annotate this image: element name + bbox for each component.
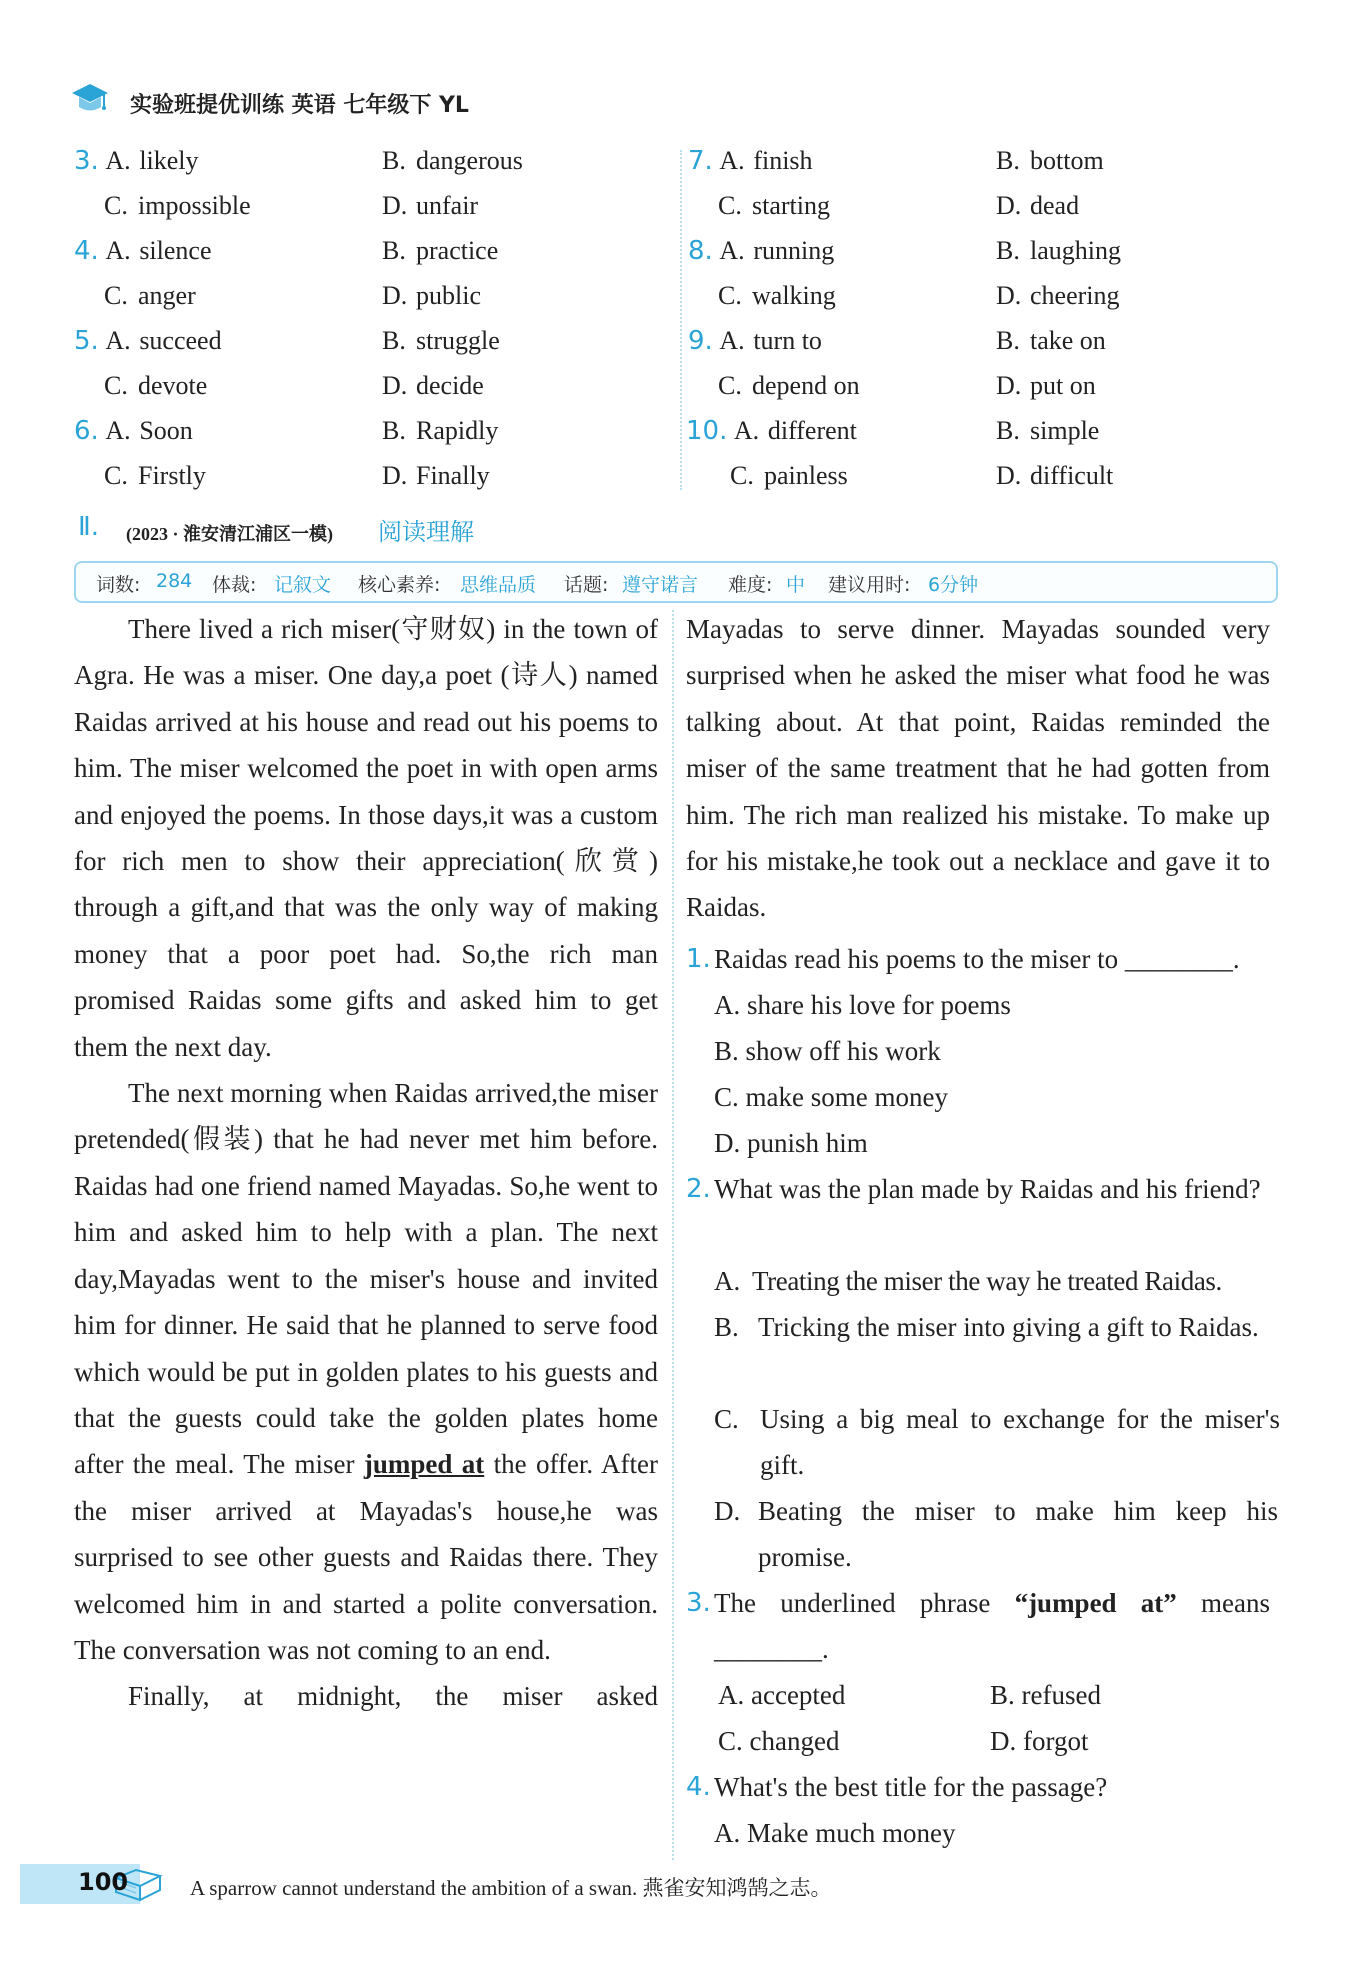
option-letter: A.	[718, 1680, 745, 1710]
section-source: (2023 · 淮安清江浦区一模)	[126, 524, 333, 544]
option-b: dangerous	[416, 146, 523, 175]
option-row	[996, 416, 1099, 446]
option-row	[730, 461, 848, 491]
question-number: 1.	[686, 944, 711, 974]
option-d: public	[416, 281, 481, 310]
option-letter: C.	[104, 281, 128, 310]
footer-quote: A sparrow cannot understand the ambition of a swan. 燕雀安知鸿鹄之志。	[190, 1876, 832, 1900]
option-letter: A.	[714, 990, 741, 1020]
option-c: devote	[138, 371, 208, 400]
option-letter: D.	[382, 191, 408, 220]
option-row	[382, 281, 481, 311]
q2-letter-a: A.	[714, 1266, 741, 1296]
option-row	[104, 371, 207, 401]
option-row	[382, 191, 478, 221]
passage-right-column	[686, 606, 1270, 931]
option-row	[382, 416, 498, 446]
option-letter: A.	[714, 1818, 741, 1848]
question-3	[686, 1580, 1270, 1626]
option-letter: C.	[718, 191, 742, 220]
option-b: practice	[416, 236, 499, 265]
question-number: 4.	[686, 1772, 711, 1802]
option-letter: A.	[105, 146, 131, 175]
option-row	[718, 281, 836, 311]
option-letter: A.	[733, 416, 760, 445]
option-letter: C.	[104, 371, 128, 400]
q2-letter-c: C.	[714, 1404, 739, 1434]
option-d: unfair	[416, 191, 479, 220]
option-a: silence	[139, 236, 212, 265]
option-b: bottom	[1030, 146, 1104, 175]
option-letter: A.	[105, 326, 131, 355]
option-letter: C.	[718, 281, 742, 310]
question-number: 7.	[688, 146, 713, 176]
option-c: walking	[752, 281, 836, 310]
option-a: running	[753, 236, 835, 265]
topic-value: 遵守诺言	[622, 574, 699, 596]
time-value: 6分钟	[928, 574, 979, 596]
q2-option-b: Tricking the miser into giving a gift to Raidas.	[758, 1312, 1259, 1342]
option-letter: C.	[104, 191, 128, 220]
option-letter: B.	[996, 146, 1020, 175]
option-row	[74, 146, 199, 176]
option-a: finish	[753, 146, 813, 175]
option-letter: B.	[382, 236, 406, 265]
column-divider	[680, 150, 682, 490]
q3-option-c	[718, 1718, 839, 1764]
option-letter: B.	[382, 326, 406, 355]
option-row	[718, 371, 860, 401]
words-value: 284	[156, 570, 193, 592]
question-text	[714, 1580, 1270, 1626]
section-title: 阅读理解	[378, 518, 474, 546]
question-number: 2.	[686, 1174, 711, 1204]
option-text: accepted	[751, 1680, 846, 1710]
option-row	[382, 461, 490, 491]
option-row	[104, 281, 196, 311]
option-letter: A.	[105, 416, 131, 445]
graduation-cap-icon	[70, 80, 110, 118]
option-row	[382, 236, 498, 266]
option-d: cheering	[1030, 281, 1120, 310]
option-row	[74, 416, 193, 446]
option-letter: A.	[719, 236, 745, 265]
option-letter: D.	[990, 1726, 1017, 1756]
option-a: likely	[139, 146, 199, 175]
option-letter: C.	[714, 1082, 739, 1112]
option-text: show off his work	[745, 1036, 941, 1066]
option-d: dead	[1030, 191, 1080, 220]
option-letter: B.	[996, 326, 1020, 355]
option-letter: B.	[996, 236, 1020, 265]
option-text: punish him	[747, 1128, 868, 1158]
option-row	[996, 461, 1113, 491]
option-row	[382, 146, 523, 176]
option-row	[996, 236, 1121, 266]
option-text: changed	[749, 1726, 840, 1756]
option-row	[74, 236, 212, 266]
option-d: Finally	[416, 461, 490, 490]
paragraph-2-part-b: the offer. After the miser arrived at Mayadas's house,he was surprised to see other guests and Raidas there. They welcomed him in and started a polite conversation. The conversation was not coming to an end.	[74, 1449, 658, 1665]
option-row	[996, 371, 1096, 401]
difficulty-value: 中	[786, 574, 806, 596]
option-letter: D.	[382, 461, 408, 490]
option-text: make some money	[745, 1082, 948, 1112]
option-a: turn to	[753, 326, 822, 355]
words-label: 词数:	[96, 574, 141, 596]
q2-option-d: Beating the miser to make him keep his promise.	[758, 1496, 1278, 1572]
paragraph-3-start: Finally, at midnight, the miser asked	[128, 1681, 658, 1712]
option-c: depend on	[752, 371, 860, 400]
q3-option-d	[990, 1718, 1089, 1764]
option-c: Firstly	[138, 461, 206, 490]
genre-value: 记叙文	[274, 574, 332, 596]
option-letter: D.	[714, 1128, 741, 1158]
option-letter: D.	[382, 371, 408, 400]
option-c: anger	[138, 281, 196, 310]
option-a: Soon	[139, 416, 193, 445]
option-a: different	[767, 416, 857, 445]
option-c: starting	[752, 191, 830, 220]
option-letter: B.	[996, 416, 1020, 445]
option-c: impossible	[138, 191, 251, 220]
option-letter: C.	[730, 461, 754, 490]
option-letter: B.	[714, 1036, 739, 1066]
q3-option-a	[718, 1672, 845, 1718]
option-letter: B.	[382, 146, 406, 175]
q3-phrase: “jumped at”	[1014, 1588, 1177, 1618]
option-text: forgot	[1023, 1726, 1089, 1756]
q2-option-c: Using a big meal to exchange for the miser's gift.	[760, 1404, 1280, 1480]
q3-text-a: The underlined phrase	[714, 1588, 991, 1618]
option-row	[688, 326, 822, 356]
q3-text-b: means	[1201, 1588, 1270, 1618]
option-letter: A.	[719, 326, 745, 355]
option-letter: D.	[996, 281, 1022, 310]
option-letter: D.	[996, 191, 1022, 220]
genre-label: 体裁:	[212, 574, 257, 596]
underlined-phrase: jumped at	[363, 1449, 485, 1480]
option-b: take on	[1030, 326, 1106, 355]
option-row	[382, 326, 500, 356]
option-row	[74, 326, 222, 356]
option-row	[996, 191, 1079, 221]
option-letter: A.	[105, 236, 131, 265]
question-number: 4.	[74, 236, 99, 266]
option-row	[996, 281, 1120, 311]
q2-letter-b: B.	[714, 1312, 739, 1342]
topic-label: 话题:	[564, 574, 609, 596]
option-row	[104, 191, 251, 221]
option-letter: B.	[382, 416, 406, 445]
q1-option-c	[714, 1074, 948, 1120]
option-text: Make much money	[747, 1818, 956, 1848]
question-2	[686, 1166, 1270, 1212]
option-row	[996, 326, 1106, 356]
question-text: What was the plan made by Raidas and his friend?	[714, 1174, 1261, 1204]
column-divider	[672, 610, 674, 1860]
core-value: 思维品质	[460, 574, 537, 596]
book-title: 实验班提优训练 英语 七年级下 YL	[130, 93, 469, 118]
option-a: succeed	[139, 326, 222, 355]
option-letter: D.	[996, 461, 1022, 490]
option-b: struggle	[416, 326, 500, 355]
question-1	[686, 936, 1270, 982]
option-letter: C.	[718, 371, 742, 400]
option-row	[996, 146, 1104, 176]
question-text: Raidas read his poems to the miser to ________.	[714, 944, 1240, 974]
q1-option-b	[714, 1028, 941, 1074]
paragraph-2	[74, 1070, 658, 1673]
option-c: painless	[764, 461, 848, 490]
option-row	[718, 191, 830, 221]
q4-option-a	[714, 1810, 955, 1856]
question-number: 3.	[74, 146, 99, 176]
question-4	[686, 1764, 1270, 1810]
option-b: laughing	[1030, 236, 1121, 265]
q2-option-a: Treating the miser the way he treated Raidas.	[752, 1266, 1222, 1296]
paragraph-3-continued: Mayadas to serve dinner. Mayadas sounded very surprised when he asked the miser what food he was talking about. At that point, Raidas reminded the miser of the same treatment that he had gotten from him. The rich man realized his mistake. To make up for his mistake,he took out a necklace and gave it to Raidas.	[686, 614, 1270, 923]
question-number: 3.	[686, 1588, 711, 1618]
question-number: 6.	[74, 416, 99, 446]
q1-option-d	[714, 1120, 868, 1166]
passage-left-column	[74, 606, 658, 1720]
option-row	[686, 416, 857, 446]
difficulty-label: 难度:	[728, 574, 773, 596]
option-letter: A.	[719, 146, 745, 175]
option-letter: D.	[382, 281, 408, 310]
option-letter: C.	[718, 1726, 743, 1756]
option-row	[688, 236, 834, 266]
option-letter: B.	[990, 1680, 1015, 1710]
passage-info-bar	[74, 561, 1278, 603]
time-label: 建议用时:	[828, 574, 911, 596]
option-text: refused	[1021, 1680, 1101, 1710]
paragraph-2-part-a: The next morning when Raidas arrived,the miser pretended(假装) that he had never met him before. Raidas had one friend named Mayadas. So,he went to him and asked him to help with a plan. The next day,Mayadas went to the miser's house and invited him for dinner. He said that he planned to serve food which would be put in golden plates to his guests and that the guests could take the golden plates home after the meal. The miser	[74, 1078, 658, 1480]
option-letter: D.	[996, 371, 1022, 400]
section-number: Ⅱ.	[78, 512, 100, 542]
option-letter: C.	[104, 461, 128, 490]
question-number: 5.	[74, 326, 99, 356]
question-number: 9.	[688, 326, 713, 356]
page-number: 100	[78, 1868, 129, 1896]
option-d: put on	[1030, 371, 1096, 400]
question-text: What's the best title for the passage?	[714, 1772, 1108, 1802]
option-d: decide	[416, 371, 484, 400]
q2-letter-d: D.	[714, 1496, 741, 1526]
option-b: simple	[1030, 416, 1100, 445]
option-b: Rapidly	[416, 416, 499, 445]
option-row	[104, 461, 206, 491]
q1-option-a	[714, 982, 1011, 1028]
option-row	[688, 146, 813, 176]
option-d: difficult	[1030, 461, 1114, 490]
option-text: share his love for poems	[747, 990, 1011, 1020]
q3-option-b	[990, 1672, 1101, 1718]
question-number: 10.	[686, 416, 728, 446]
q3-blank: ________.	[714, 1634, 829, 1664]
option-row	[382, 371, 484, 401]
question-number: 8.	[688, 236, 713, 266]
paragraph-1: There lived a rich miser(守财奴) in the town of Agra. He was a miser. One day,a poet (诗人) named Raidas arrived at his house and read out his poems to him. The miser welcomed the poet in with open arms and enjoyed the poems. In those days,it was a custom for rich men to show their appreciation(欣赏) through a gift,and that was the only way of making money that a poor poet had. So,the rich man promised Raidas some gifts and asked him to get them the next day.	[74, 614, 658, 1062]
core-label: 核心素养:	[358, 574, 441, 596]
